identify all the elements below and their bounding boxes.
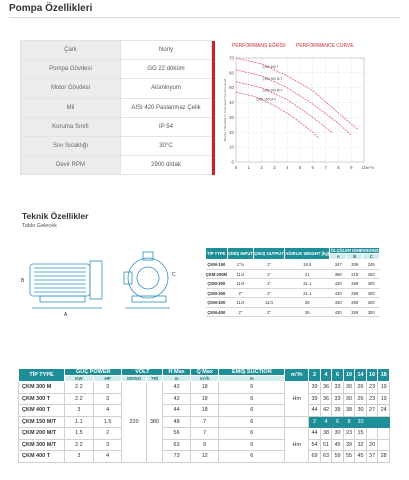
col-qmax: Q Max bbox=[191, 369, 219, 376]
table-cell: 4 bbox=[320, 416, 332, 428]
table-cell bbox=[366, 428, 378, 440]
y-tick-label: 70 bbox=[228, 55, 234, 61]
table-cell bbox=[378, 416, 390, 428]
table-row bbox=[206, 307, 380, 317]
performance-chart bbox=[222, 52, 382, 182]
table-cell: ÇKM-300 bbox=[206, 288, 228, 298]
series-label: ÇKM 200 M-T bbox=[262, 88, 283, 93]
spec-accent bbox=[212, 79, 215, 98]
table-cell: 38 bbox=[320, 428, 332, 440]
spec-row bbox=[21, 117, 215, 136]
table-row bbox=[19, 416, 390, 428]
col-unit: m³/h bbox=[285, 369, 309, 382]
spec-table bbox=[20, 40, 215, 175]
y-tick-label: 40 bbox=[228, 100, 234, 106]
table-row bbox=[19, 393, 390, 405]
spec-value: Alüminyum bbox=[121, 79, 212, 98]
series-label: ÇKM 400 T bbox=[262, 64, 279, 69]
y-tick-label: 50 bbox=[228, 85, 234, 91]
table-cell: 1.5 bbox=[65, 428, 94, 440]
col-output: ÇIKIŞ OUTPUT bbox=[254, 248, 285, 260]
table-cell: 23 bbox=[343, 428, 355, 440]
tech-subtitle: Tablo Gelecek bbox=[22, 223, 57, 229]
table-cell: 380 bbox=[146, 382, 162, 463]
spec-value: 30°C bbox=[121, 136, 212, 155]
x-tick-label: 3 bbox=[273, 165, 276, 170]
table-cell: 42 bbox=[163, 393, 191, 405]
dim-label-b: B bbox=[21, 278, 25, 284]
table-cell: 4 bbox=[93, 451, 122, 463]
curve-title-left: PERFORMANS EĞRİSİ bbox=[232, 43, 286, 49]
y-tick-label: 10 bbox=[228, 144, 234, 150]
spec-label: Devir RPM bbox=[21, 156, 121, 175]
table-cell: 1" bbox=[254, 269, 285, 279]
table-cell: 15 bbox=[355, 428, 367, 440]
series-line bbox=[236, 92, 319, 138]
series-line bbox=[236, 58, 358, 129]
table-cell: 2" bbox=[254, 288, 285, 298]
sub-mono: MONO bbox=[122, 376, 146, 382]
spec-row bbox=[21, 98, 215, 117]
spec-value: 2900 d/dak bbox=[121, 156, 212, 175]
table-cell: 2" bbox=[227, 288, 253, 298]
table-cell bbox=[366, 416, 378, 428]
table-cell: 31.1 bbox=[284, 288, 329, 298]
y-tick-label: 20 bbox=[228, 129, 234, 135]
table-cell: 11/4 bbox=[254, 298, 285, 308]
table-cell: 30 bbox=[332, 428, 344, 440]
table-cell: ÇKM-400 bbox=[206, 298, 228, 308]
col-flow: 10 bbox=[343, 369, 355, 382]
table-cell: Hm bbox=[285, 382, 309, 417]
sub-mss: m bbox=[219, 376, 285, 382]
table-cell: 31.1 bbox=[284, 279, 329, 289]
table-cell: ÇKM-200M bbox=[206, 269, 228, 279]
table-cell: 300 bbox=[363, 298, 380, 308]
table-cell: 55 bbox=[343, 451, 355, 463]
col-flow: 16 bbox=[366, 369, 378, 382]
table-cell: 2.2 bbox=[65, 439, 94, 451]
table-cell: 209 bbox=[346, 260, 363, 270]
table-cell: 368 bbox=[330, 269, 347, 279]
sub-tri: TRİ bbox=[146, 376, 162, 382]
table-cell: 259 bbox=[346, 288, 363, 298]
table-cell: 39 bbox=[309, 393, 321, 405]
table-cell: ÇKM-150 bbox=[206, 260, 228, 270]
col-flow: 18 bbox=[378, 369, 390, 382]
table-cell: 3 bbox=[65, 451, 94, 463]
table-cell: 36 bbox=[320, 382, 332, 394]
x-tick-label: 5 bbox=[298, 165, 302, 170]
spec-label: Koruma Sınıfı bbox=[21, 117, 121, 136]
table-cell: 33 bbox=[332, 393, 344, 405]
spec-row bbox=[21, 136, 215, 155]
table-cell: 1.1 bbox=[65, 416, 94, 428]
table-cell: ÇKM-400 bbox=[206, 307, 228, 317]
table-cell: ÇKM 400 T bbox=[19, 405, 65, 417]
table-cell: 3 bbox=[93, 382, 122, 394]
dim-label-a: A bbox=[64, 312, 68, 318]
table-cell: 2.2 bbox=[65, 393, 94, 405]
table-cell: 300 bbox=[363, 307, 380, 317]
table-cell: 6 bbox=[219, 428, 285, 440]
table-cell: 26 bbox=[355, 382, 367, 394]
y-tick-label: 60 bbox=[228, 70, 234, 76]
col-volt: VOLT bbox=[122, 369, 163, 376]
table-cell: 3 bbox=[93, 393, 122, 405]
table-cell bbox=[285, 416, 309, 428]
table-cell: 44 bbox=[309, 428, 321, 440]
table-cell: ÇKM 150 M/T bbox=[19, 416, 65, 428]
table-row bbox=[19, 428, 390, 440]
y-tick-label: 30 bbox=[228, 114, 234, 120]
col-dimensions: ÖLÇÜLER DIMENSIONS bbox=[330, 248, 379, 253]
y-tick-label: 0 bbox=[231, 159, 234, 165]
spec-accent bbox=[212, 98, 215, 117]
table-cell: 21 bbox=[284, 269, 329, 279]
table-cell: 11/4 bbox=[227, 279, 253, 289]
table-cell: 300 bbox=[363, 279, 380, 289]
spec-value: AISI 420 Paslanmaz Çelik bbox=[121, 98, 212, 117]
table-cell: 347 bbox=[330, 260, 347, 270]
table-cell: 18 bbox=[191, 382, 219, 394]
table-cell: 20 bbox=[366, 439, 378, 451]
col-dim-b: B bbox=[346, 254, 363, 260]
table-cell: 39 bbox=[309, 382, 321, 394]
table-cell: 69 bbox=[309, 451, 321, 463]
table-cell: ÇKM 300 M bbox=[19, 382, 65, 394]
spec-value: Norly bbox=[121, 41, 212, 60]
table-cell: 39 bbox=[343, 439, 355, 451]
col-hmax: H Max bbox=[163, 369, 191, 376]
series-label: ÇKM 150 M-T bbox=[256, 97, 277, 102]
spec-label: Çark bbox=[21, 41, 121, 60]
table-cell: 430 bbox=[330, 279, 347, 289]
table-cell: 430 bbox=[330, 288, 347, 298]
spec-label: Motor Gövdesi bbox=[21, 79, 121, 98]
table-cell: 7 bbox=[191, 416, 219, 428]
table-cell: 63 bbox=[163, 439, 191, 451]
x-tick-label: 8 bbox=[337, 165, 340, 170]
table-cell: 42 bbox=[320, 405, 332, 417]
table-cell: 11/4 bbox=[227, 269, 253, 279]
col-suction: EMİŞ SUCTION bbox=[219, 369, 285, 376]
spec-label: Pompa Gövdesi bbox=[21, 60, 121, 79]
col-type: TİP TYPE bbox=[19, 369, 65, 382]
table-cell: 19 bbox=[378, 393, 390, 405]
spec-row bbox=[21, 156, 215, 175]
table-cell: 430 bbox=[330, 298, 347, 308]
table-cell: 54 bbox=[309, 439, 321, 451]
table-cell: 26 bbox=[355, 393, 367, 405]
table-cell: 8 bbox=[343, 416, 355, 428]
table-cell: 73 bbox=[163, 451, 191, 463]
table-cell: 33 bbox=[332, 382, 344, 394]
sub-m3h: m³/h bbox=[191, 376, 219, 382]
col-weight: AĞIRLIK WEIGHT (kg) bbox=[284, 248, 329, 260]
table-cell: 19 bbox=[378, 382, 390, 394]
table-cell: 23 bbox=[366, 382, 378, 394]
col-dim-a: A bbox=[330, 254, 347, 260]
table-cell: 42 bbox=[163, 382, 191, 394]
pump-volute bbox=[128, 258, 168, 298]
y-axis-label: Basma Yüksekliği m Total Head Dynamic Head bbox=[223, 78, 227, 142]
table-cell: 36 bbox=[284, 307, 329, 317]
table-cell: 44 bbox=[163, 405, 191, 417]
table-row bbox=[206, 288, 380, 298]
spec-accent bbox=[212, 60, 215, 79]
table-cell: 10 bbox=[355, 416, 367, 428]
table-cell: 259 bbox=[346, 279, 363, 289]
curve-title-right: PERFORMANCE CURVE bbox=[296, 43, 354, 49]
x-tick-label: 7 bbox=[324, 165, 327, 170]
table-cell: 2" bbox=[227, 307, 253, 317]
table-cell: 24 bbox=[378, 405, 390, 417]
performance-table bbox=[18, 368, 390, 463]
table-cell: 1" bbox=[254, 260, 285, 270]
table-cell: 18.5 bbox=[284, 260, 329, 270]
table-cell: 1.5 bbox=[93, 416, 122, 428]
spec-accent bbox=[212, 136, 215, 155]
col-dim-c: C bbox=[363, 254, 380, 260]
table-row bbox=[19, 439, 390, 451]
table-cell: 28 bbox=[378, 451, 390, 463]
table-cell: 6 bbox=[219, 405, 285, 417]
dimensions-table bbox=[205, 247, 380, 317]
title-divider bbox=[9, 17, 400, 18]
sub-hp: HP bbox=[93, 376, 122, 382]
series-label: ÇKM 300 M-T bbox=[262, 76, 283, 81]
spec-accent bbox=[212, 156, 215, 175]
table-cell: 30 bbox=[343, 382, 355, 394]
col-tip: TİP TYPE bbox=[206, 248, 228, 260]
table-cell: 6 bbox=[219, 451, 285, 463]
table-cell: 6 bbox=[332, 416, 344, 428]
table-cell: 2 bbox=[93, 428, 122, 440]
table-cell: 39 bbox=[332, 405, 344, 417]
table-cell: 430 bbox=[330, 307, 347, 317]
table-cell: 2" bbox=[254, 307, 285, 317]
tech-title: Teknik Özellikler bbox=[22, 211, 89, 221]
table-row bbox=[206, 269, 380, 279]
table-cell bbox=[378, 428, 390, 440]
table-cell: 48 bbox=[163, 416, 191, 428]
table-row bbox=[19, 382, 390, 394]
table-cell: 300 bbox=[363, 288, 380, 298]
table-cell: 2.2 bbox=[65, 382, 94, 394]
table-row bbox=[206, 260, 380, 270]
table-cell: 250 bbox=[363, 269, 380, 279]
table-cell: 3 bbox=[65, 405, 94, 417]
table-cell: 1"¼ bbox=[227, 260, 253, 270]
x-tick-label: 0 bbox=[234, 165, 238, 170]
table-cell: 259 bbox=[346, 298, 363, 308]
spec-accent bbox=[212, 41, 215, 60]
x-tick-label: 4 bbox=[285, 165, 289, 170]
table-row bbox=[206, 279, 380, 289]
page-title: Pompa Özellikleri bbox=[9, 3, 93, 14]
table-cell: 30 bbox=[343, 393, 355, 405]
table-cell: 36 bbox=[284, 298, 329, 308]
table-row bbox=[19, 405, 390, 417]
table-cell: 45 bbox=[332, 439, 344, 451]
spec-row bbox=[21, 41, 215, 60]
table-cell: 63 bbox=[320, 451, 332, 463]
spec-label: Mil bbox=[21, 98, 121, 117]
table-cell: 1" bbox=[254, 279, 285, 289]
x-tick-label: 9 bbox=[349, 165, 353, 170]
col-flow: 2 bbox=[309, 369, 321, 382]
x-axis-unit: m³/h bbox=[366, 165, 374, 170]
col-power: GÜÇ POWER bbox=[65, 369, 122, 376]
series-line bbox=[236, 82, 332, 133]
table-cell: 12 bbox=[191, 451, 219, 463]
spec-value: IP 54 bbox=[121, 117, 212, 136]
sub-kw: KW bbox=[65, 376, 94, 382]
table-cell: 18 bbox=[191, 405, 219, 417]
col-flow: 6 bbox=[332, 369, 344, 382]
table-cell: ÇKM 300 M/T bbox=[19, 439, 65, 451]
sub-m: m bbox=[163, 376, 191, 382]
x-tick-label: 6 bbox=[311, 165, 315, 170]
spec-row bbox=[21, 60, 215, 79]
table-cell: 32 bbox=[355, 439, 367, 451]
table-cell: 6 bbox=[219, 382, 285, 394]
spec-row bbox=[21, 79, 215, 98]
spec-value: GG 22 döküm bbox=[121, 60, 212, 79]
table-cell: 45 bbox=[355, 451, 367, 463]
table-row bbox=[206, 298, 380, 308]
table-cell: 56 bbox=[163, 428, 191, 440]
col-flow: 14 bbox=[355, 369, 367, 382]
table-cell: 2 bbox=[309, 416, 321, 428]
spec-accent bbox=[212, 117, 215, 136]
table-cell: 220 bbox=[122, 382, 146, 463]
table-cell: 44 bbox=[309, 405, 321, 417]
dim-label-c: C bbox=[172, 272, 176, 278]
table-cell: 51 bbox=[320, 439, 332, 451]
table-cell: ÇKM-300 bbox=[206, 279, 228, 289]
table-cell: 38 bbox=[343, 405, 355, 417]
x-tick-label: 2 bbox=[260, 165, 263, 170]
table-cell: 18 bbox=[191, 393, 219, 405]
table-row bbox=[19, 451, 390, 463]
table-cell: ÇKM 300 T bbox=[19, 393, 65, 405]
col-flow: 4 bbox=[320, 369, 332, 382]
table-cell: 23 bbox=[366, 393, 378, 405]
table-cell: 259 bbox=[346, 307, 363, 317]
table-cell: 245 bbox=[363, 260, 380, 270]
table-cell: 6 bbox=[219, 416, 285, 428]
col-input: GİRİŞ INPUT bbox=[227, 248, 253, 260]
table-cell: ÇKM 200 M/T bbox=[19, 428, 65, 440]
table-cell: 218 bbox=[346, 269, 363, 279]
x-tick-label: 10 bbox=[361, 165, 367, 170]
table-cell: 27 bbox=[366, 405, 378, 417]
x-tick-label: 1 bbox=[247, 165, 251, 170]
table-cell: 7 bbox=[191, 428, 219, 440]
table-cell: 59 bbox=[332, 451, 344, 463]
table-cell: 11/4 bbox=[227, 298, 253, 308]
pump-drawing bbox=[20, 246, 190, 326]
table-cell: 3 bbox=[93, 439, 122, 451]
spec-label: Sıvı Sıcaklığı bbox=[21, 136, 121, 155]
table-cell: Hm bbox=[285, 428, 309, 463]
table-cell: 36 bbox=[320, 393, 332, 405]
table-cell bbox=[378, 439, 390, 451]
table-cell: 37 bbox=[366, 451, 378, 463]
table-cell: 6 bbox=[219, 439, 285, 451]
table-cell: ÇKM 400 T bbox=[19, 451, 65, 463]
table-cell: 6 bbox=[219, 393, 285, 405]
table-cell: 30 bbox=[355, 405, 367, 417]
table-cell: 9 bbox=[191, 439, 219, 451]
table-cell: 4 bbox=[93, 405, 122, 417]
